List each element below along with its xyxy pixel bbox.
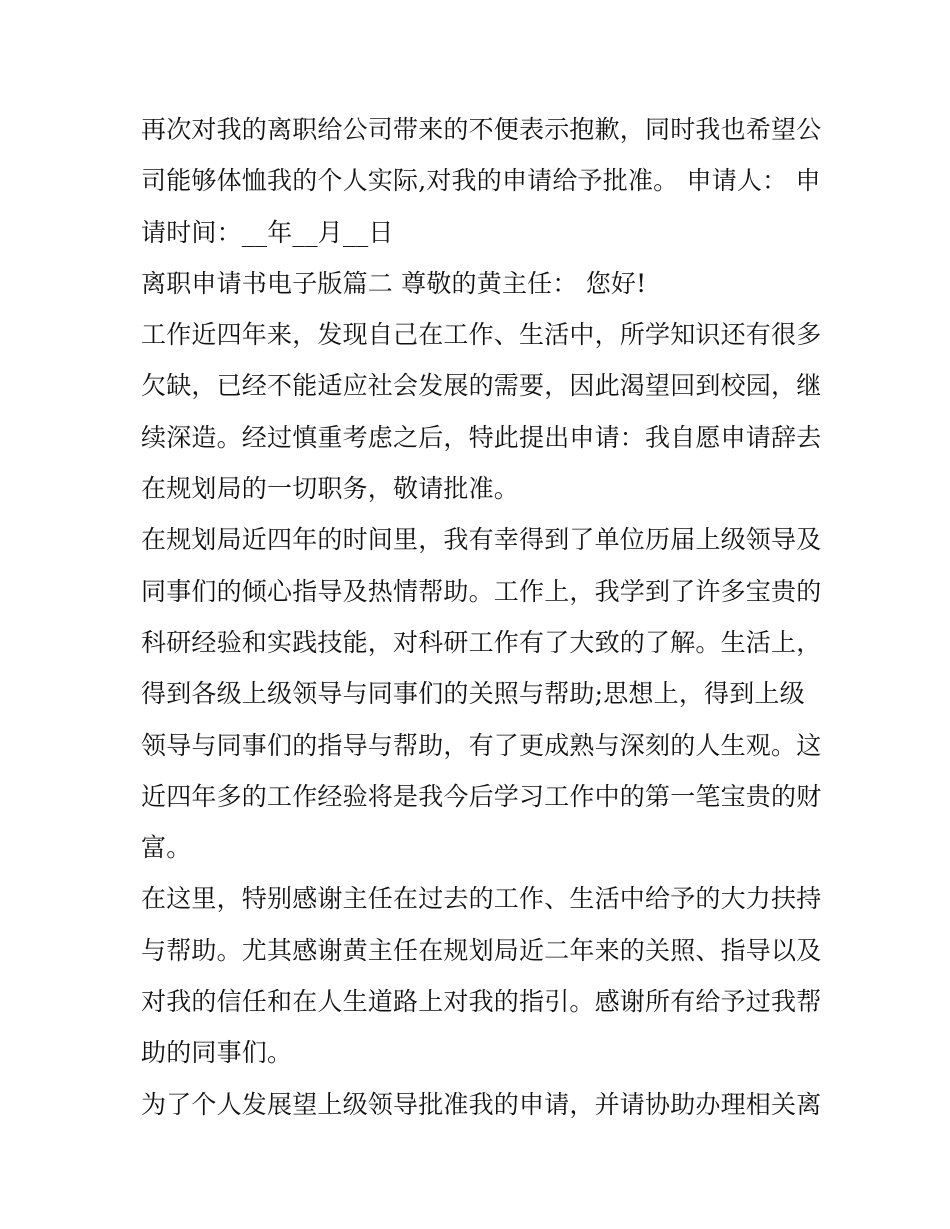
text-line: 司能够体恤我的个人实际,对我的申请给予批准。 申请人： 申: [141, 166, 821, 196]
document-body: [141, 104, 831, 1130]
text-line: 续深造。经过慎重考虑之后，特此提出申请：我自愿申请辞去: [141, 422, 822, 452]
text-line: 助的同事们。: [141, 1038, 293, 1068]
text-line: 科研经验和实践技能，对科研工作有了大致的了解。生活上，: [141, 627, 822, 657]
text-line: 近四年多的工作经验将是我今后学习工作中的第一笔宝贵的财: [141, 781, 822, 811]
text-line: 请时间：__年__月__日: [141, 217, 394, 247]
text-line: 领导与同事们的指导与帮助，有了更成熟与深刻的人生观。这: [141, 730, 822, 760]
text-line: 在规划局近四年的时间里，我有幸得到了单位历届上级领导及: [141, 525, 822, 555]
text-line: 在这里，特别感谢主任在过去的工作、生活中给予的大力扶持: [141, 884, 822, 914]
text-line: 工作近四年来，发现自己在工作、生活中，所学知识还有很多: [141, 320, 822, 350]
text-line: 得到各级上级领导与同事们的关照与帮助;思想上，得到上级: [141, 679, 805, 709]
section-heading-line: 离职申请书电子版篇二 尊敬的黄主任： 您好!: [141, 268, 647, 298]
text-line: 再次对我的离职给公司带来的不便表示抱歉，同时我也希望公: [141, 115, 822, 144]
text-line: 在规划局的一切职务，敬请批准。: [141, 474, 520, 504]
text-line: 富。: [141, 833, 192, 863]
text-line: 对我的信任和在人生道路上对我的指引。感谢所有给予过我帮: [141, 987, 822, 1017]
text-line: 为了个人发展望上级领导批准我的申请，并请协助办理相关离: [141, 1089, 822, 1119]
text-line: 同事们的倾心指导及热情帮助。工作上，我学到了许多宝贵的: [141, 576, 822, 606]
text-line: 欠缺，已经不能适应社会发展的需要，因此渴望回到校园，继: [141, 371, 822, 401]
text-line: 与帮助。尤其感谢黄主任在规划局近二年来的关照、指导以及: [141, 935, 822, 965]
